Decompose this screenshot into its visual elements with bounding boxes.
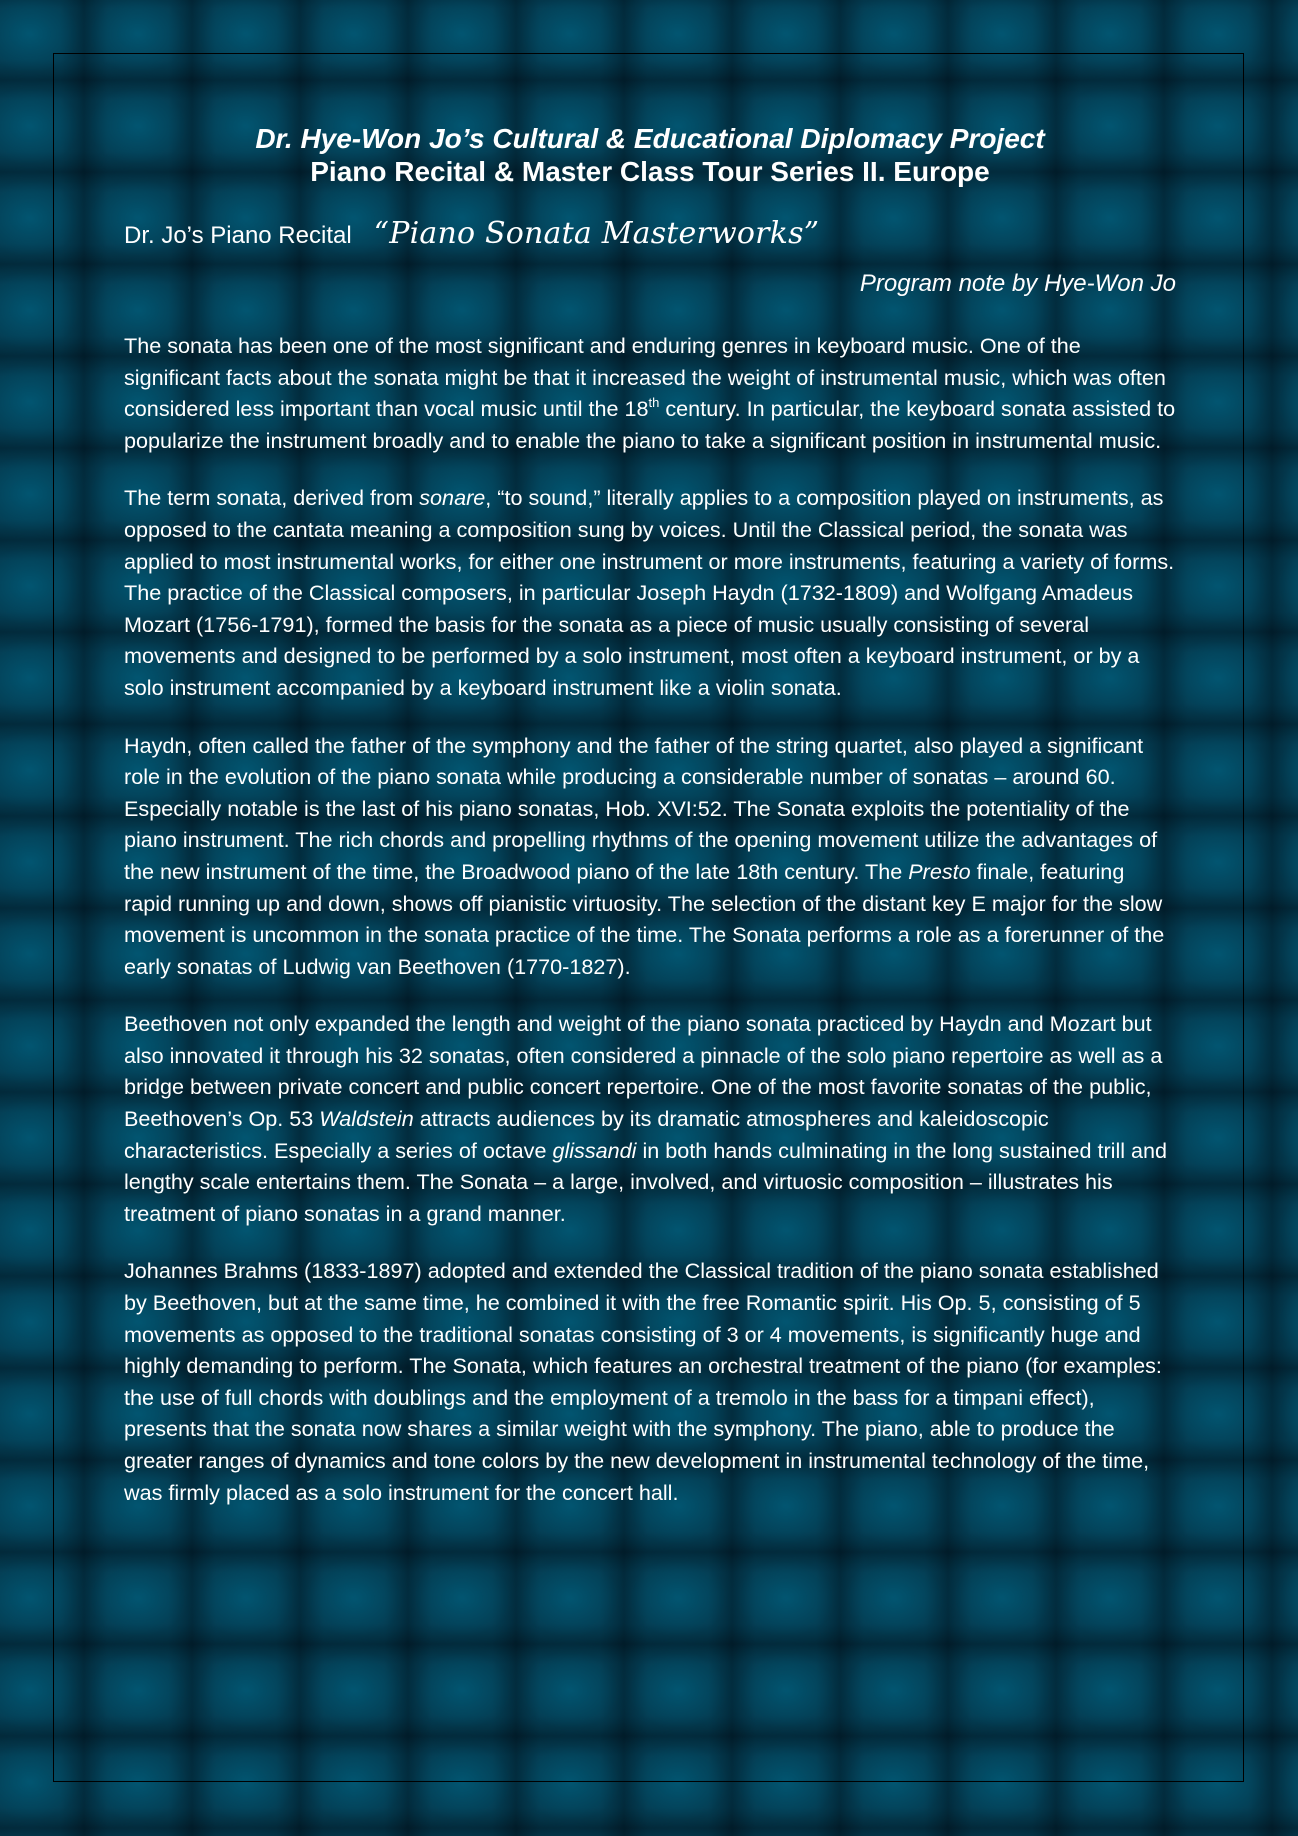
program-note-credit: Program note by Hye-Won Jo	[859, 270, 1176, 297]
paragraph-text: Johannes Brahms (1833-1897) adopted and extended the Classical tradition of the piano sonata established by Beethoven, but at the same time, he combined it with the free Romantic spirit. His Op. 5, consisting of 5 movements as opposed to the traditional sonatas consisting of 3 or 4 movements, is significantly huge and highly demanding to perform. The Sonata, which features an orchestral treatment of the piano (for examples: the use of full chords with doublings and the employment of a tremolo in the bass for a timpani effect), presents that the sonata now shares a similar weight with the symphony. The piano, able to produce the greater ranges of dynamics and tone colors by the new development in instrumental technology of the time, was firmly placed as a solo instrument for the concert hall.	[124, 1258, 1162, 1505]
paragraph-text: in both hands culminating in the long sustained trill and lengthy scale entertains them. The Sonata – a large, involved, and virtuosic composition – illustrates his treatment of piano sonatas in a grand manner.	[124, 1137, 1168, 1226]
paragraph-text: Haydn, often called the father of the symphony and the father of the string quartet, also played a significant role in the evolution of the piano sonata while producing a considerable number of sonatas – around 60. Especially notable is the last of his piano sonatas, Hob. XVI:52. The Sonata exploits the potentiality of the piano instrument. The rich chords and propelling rhythms of the opening movement utilize the advantages of the new instrument of the time, the Broadwood piano of the late 18th century. The	[124, 732, 1158, 884]
tour-title: Piano Recital & Master Class Tour Series II. Europe	[310, 156, 990, 187]
paragraph-text: century. In particular, the keyboard sonata assisted to popularize the instrument broadly and to enable the piano to take a significant position in instrumental music.	[124, 396, 1176, 453]
paragraph-text: attracts audiences by its dramatic atmospheres and kaleidoscopic characteristics. Especially a series of octave	[124, 1106, 1049, 1163]
paragraph-haydn	[124, 730, 1176, 983]
paragraph-text: , “to sound,” literally applies to a composition played on instruments, as opposed to the cantata meaning a composition sung by voices. Until the Classical period, the sonata was applied to most instrumental works, for either one instrument or more instruments, featuring a variety of forms. The practice of the Classical composers, in particular Joseph Haydn (1732-1809) and Wolfgang Amadeus Mozart (1756-1791), formed the basis for the sonata as a piece of music usually consisting of several movements and designed to be performed by a solo instrument, most often a keyboard instrument, or by a solo instrument accompanied by a keyboard instrument like a violin sonata.	[124, 485, 1175, 700]
program-note-body	[124, 330, 1176, 1508]
italic-term: glissandi	[552, 1137, 637, 1163]
italic-term: Waldstein	[319, 1106, 414, 1132]
superscript-ordinal: th	[648, 395, 660, 410]
italic-term: sonare	[419, 485, 486, 511]
paragraph-text: The term sonata, derived from	[124, 485, 420, 511]
paragraph-sonata-intro	[124, 330, 1176, 456]
paragraph-sonata-term	[124, 482, 1176, 703]
recital-title: “Piano Sonata Masterworks”	[373, 216, 820, 251]
recital-heading	[124, 216, 1176, 260]
program-content	[124, 122, 1176, 1534]
project-title: Dr. Hye-Won Jo’s Cultural & Educational Diplomacy Project	[255, 123, 1045, 154]
paragraph-brahms	[124, 1255, 1176, 1508]
paragraph-text: Beethoven not only expanded the length and weight of the piano sonata practiced by Haydn and Mozart but also innovated it through his 32 sonatas, often considered a pinnacle of the solo piano repertoire as well as a bridge between private concert and public concert repertoire. One of the most favorite sonatas of the public, Beethoven’s Op. 53	[124, 1011, 1163, 1132]
paragraph-text: finale, featuring rapid running up and down, shows off pianistic virtuosity. The selection of the distant key E major for the slow movement is uncommon in the sonata practice of the time. The Sonata performs a role as a forerunner of the early sonatas of Ludwig van Beethoven (1770-1827).	[124, 858, 1165, 979]
italic-term: Presto	[908, 858, 971, 884]
recital-label: Dr. Jo’s Piano Recital	[124, 222, 352, 249]
paragraph-beethoven	[124, 1008, 1176, 1229]
paragraph-text: The sonata has been one of the most significant and enduring genres in keyboard music. One of the significant facts about the sonata might be that it increased the weight of instrumental music, which was often considered less important than vocal music until the 18	[124, 333, 1166, 422]
